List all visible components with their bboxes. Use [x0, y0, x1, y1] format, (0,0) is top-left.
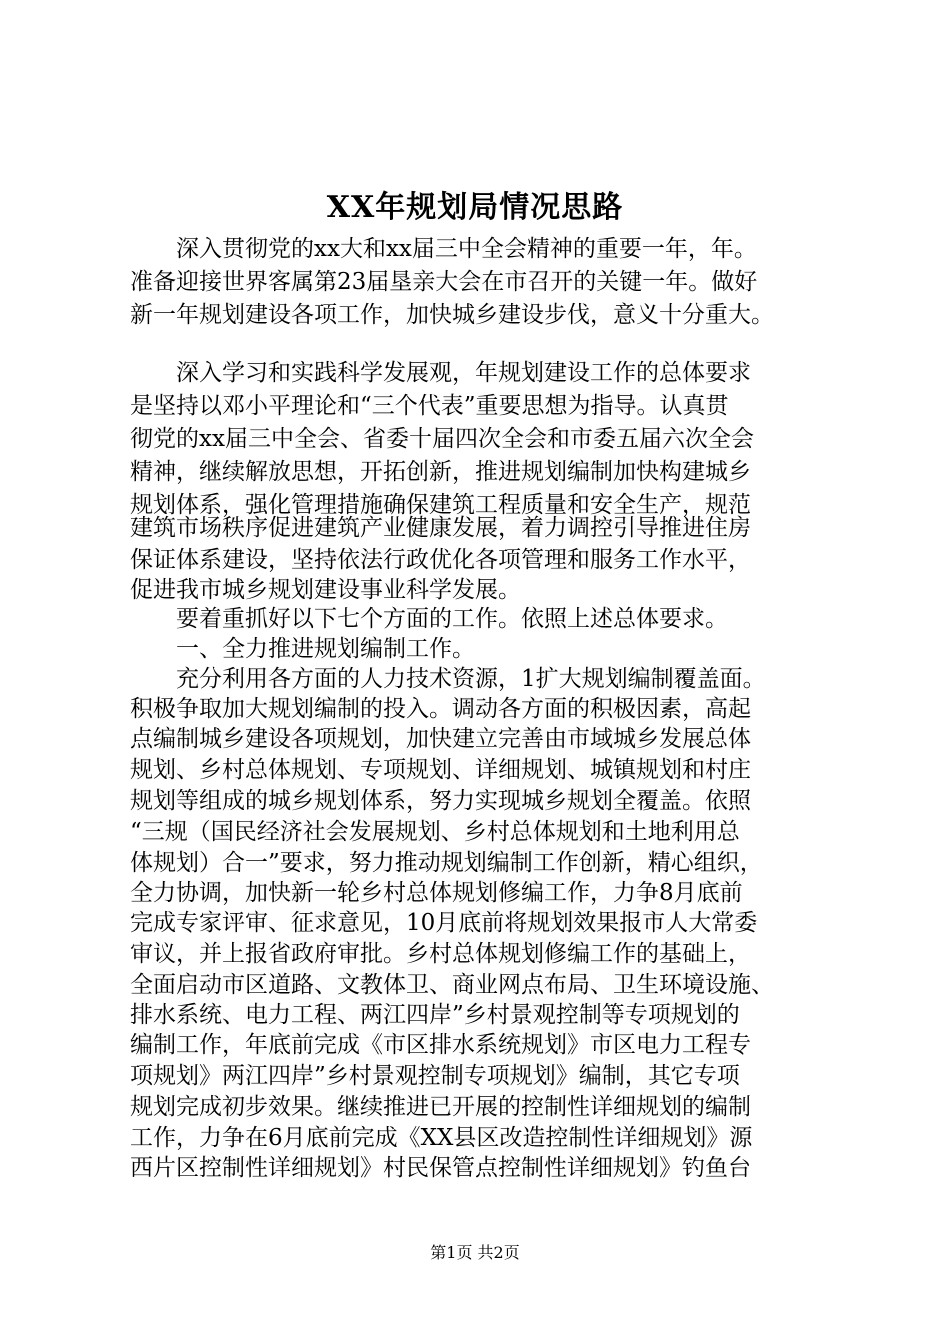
document-title: XX年规划局情况思路 [326, 190, 624, 225]
body-line: 工作，力争在6月底前完成《XX县区改造控制性详细规划》源 [130, 1125, 753, 1151]
body-line: 编制工作，年底前完成《市区排水系统规划》市区电力工程专 [130, 1032, 751, 1058]
body-line: 深入贯彻党的xx大和xx届三中全会精神的重要一年，年。 [130, 236, 757, 262]
body-line: 规划、乡村总体规划、专项规划、详细规划、城镇规划和村庄 [130, 757, 751, 783]
body-line: 全力协调，加快新一轮乡村总体规划修编工作，力争8月底前 [130, 880, 743, 906]
body-line: 建筑市场秩序促进建筑产业健康发展，着力调控引导推进住房 [130, 515, 751, 541]
body-line: 完成专家评审、征求意见，10月底前将规划效果报市人大常委 [130, 910, 758, 936]
body-line: 体规划）合一”要求，努力推动规划编制工作创新，精心组织， [130, 850, 763, 876]
body-line: 保证体系建设，坚持依法行政优化各项管理和服务工作水平， [130, 547, 751, 573]
body-line: 准备迎接世界客属第23届垦亲大会在市召开的关键一年。做好 [130, 269, 758, 295]
body-line: 精神，继续解放思想，开拓创新，推进规划编制加快构建城乡 [130, 459, 751, 485]
body-line: 项规划》两江四岸”乡村景观控制专项规划》编制，其它专项 [130, 1063, 740, 1089]
body-line: “三规（国民经济社会发展规划、乡村总体规划和土地利用总 [130, 819, 740, 845]
body-line: 西片区控制性详细规划》村民保管点控制性详细规划》钓鱼台 [130, 1155, 751, 1181]
body-line: 新一年规划建设各项工作，加快城乡建设步伐，意义十分重大。 [130, 302, 774, 328]
body-line: 点编制城乡建设各项规划，加快建立完善由市域城乡发展总体 [130, 726, 751, 752]
body-line: 彻党的xx届三中全会、省委十届四次全会和市委五届六次全会 [130, 426, 754, 452]
body-line: 排水系统、电力工程、两江四岸”乡村景观控制等专项规划的 [130, 1002, 740, 1028]
body-line: 全面启动市区道路、文教体卫、商业网点布局、卫生环境设施、 [130, 972, 774, 998]
body-line: 规划等组成的城乡规划体系，努力实现城乡规划全覆盖。依照 [130, 788, 751, 814]
body-line: 促进我市城乡规划建设事业科学发展。 [130, 577, 521, 603]
body-line: 规划体系，强化管理措施确保建筑工程质量和安全生产，规范 [130, 492, 751, 518]
body-line: 充分利用各方面的人力技术资源，1扩大规划编制覆盖面。 [130, 666, 766, 692]
body-line: 积极争取加大规划编制的投入。调动各方面的积极因素，高起 [130, 696, 751, 722]
body-line: 深入学习和实践科学发展观，年规划建设工作的总体要求 [130, 360, 751, 386]
body-line: 审议，并上报省政府审批。乡村总体规划修编工作的基础上， [130, 941, 751, 967]
body-line: 是坚持以邓小平理论和“三个代表”重要思想为指导。认真贯 [130, 393, 729, 419]
body-line: 规划完成初步效果。继续推进已开展的控制性详细规划的编制 [130, 1094, 751, 1120]
page-footer: 第1页 共2页 [430, 1243, 520, 1262]
body-line: 一、全力推进规划编制工作。 [130, 636, 475, 662]
body-line: 要着重抓好以下七个方面的工作。依照上述总体要求。 [130, 606, 728, 632]
